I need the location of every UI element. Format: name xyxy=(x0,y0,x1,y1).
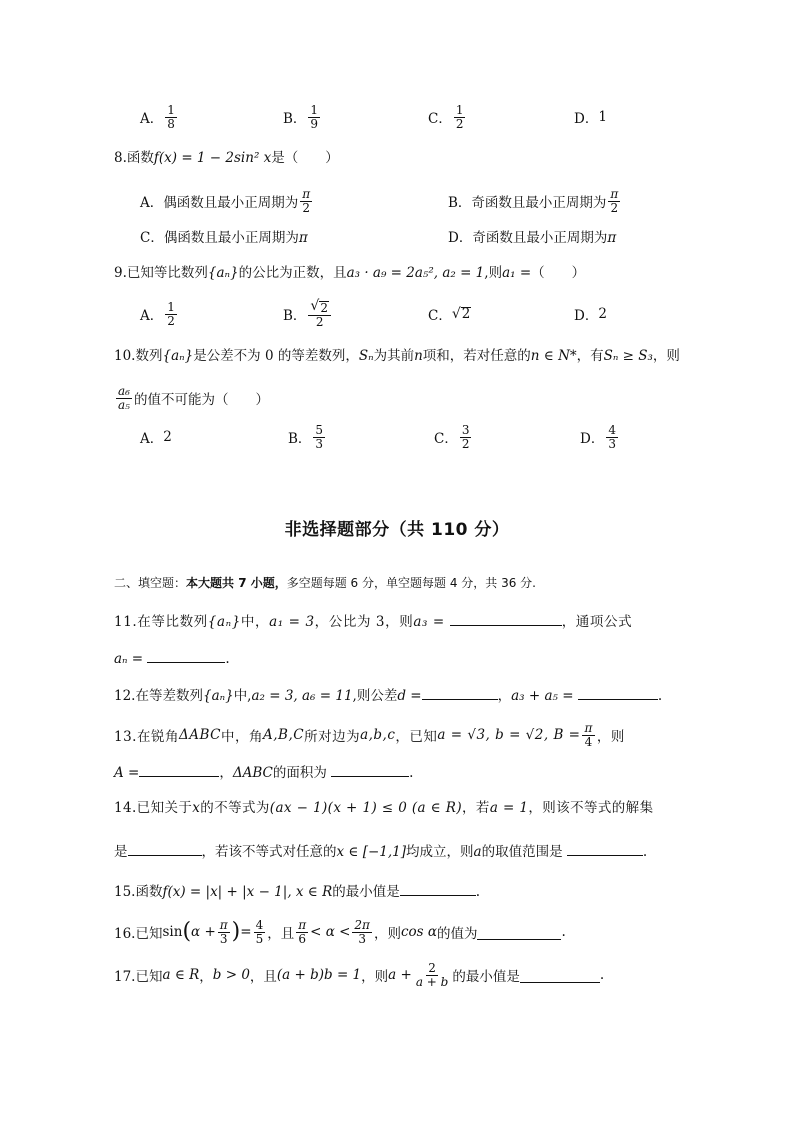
q8-option-a: A． 偶函数且最小正周期为 $\frac{\pi}{2}$ xyxy=(140,186,311,215)
answer-blank[interactable] xyxy=(128,841,202,856)
q9-option-c: C． √ 2 xyxy=(428,306,471,324)
section-heading: 非选择题部分（共 110 分） xyxy=(284,520,510,540)
q17-line: 17.已知 a ∈ R ， b > 0 ，且 (a + b)b = 1 ，则 a + $\frac{2}{a + b}$ 的最小值是 . xyxy=(114,960,605,989)
answer-blank[interactable] xyxy=(578,685,658,700)
fraction: $\frac{\pi}{2}$ xyxy=(302,186,311,215)
answer-blank[interactable] xyxy=(331,762,409,777)
fraction: $\frac{1}{2}$ xyxy=(167,299,175,328)
fraction: √ 2 2 xyxy=(308,300,331,329)
fraction: $\frac{3}{2}$ xyxy=(461,422,470,451)
q10-option-b: B． $\frac{5}{3}$ xyxy=(288,422,324,451)
answer-blank[interactable] xyxy=(477,925,561,940)
answer-blank[interactable] xyxy=(450,611,562,626)
q9-option-a: A． $\frac{1}{2}$ xyxy=(140,299,175,328)
q10-option-c: C． $\frac{3}{2}$ xyxy=(434,422,470,451)
q7-option-b: B． $\frac{1}{9}$ xyxy=(283,102,319,131)
answer-blank[interactable] xyxy=(400,881,476,896)
q8-stem: 8.函数f(x) = 1 − 2sin² x是（ ） xyxy=(114,150,339,166)
fraction: $\frac{4}{3}$ xyxy=(608,422,616,451)
sqrt: √ 2 xyxy=(310,297,328,315)
sqrt: √ 2 xyxy=(451,306,471,322)
q14-line2: 是 ，若该不等式对任意的x ∈ [−1,1]均成立，则a的取值范围是 . xyxy=(114,841,647,862)
fraction: $\frac{\pi}{6}$ xyxy=(298,917,307,946)
fraction: $\frac{\pi}{2}$ xyxy=(610,186,619,215)
q7-option-a: A． $\frac{1}{8}$ xyxy=(140,102,175,131)
fraction: $\frac{1}{9}$ xyxy=(310,102,319,131)
q8-option-d: D．奇函数且最小正周期为π xyxy=(448,230,617,246)
fraction: $\frac{4}{5}$ xyxy=(255,917,264,946)
q14-line1: 14.已知关于x的不等式为(ax − 1)(x + 1) ≤ 0 (a ∈ R)，若a = 1，则该不等式的解集 xyxy=(114,800,654,816)
q10-option-d: D． $\frac{4}{3}$ xyxy=(580,422,616,451)
q16-line: 16.已知 sin ( α + $\frac{\pi}{3}$ ) = $\frac{4}{5}$ ，且 $\frac{\pi}{6}$ < α < $\frac{2\pi}{3}$ ，则 cos α 的值为 . xyxy=(114,917,566,946)
fraction: $\frac{\pi}{4}$ xyxy=(584,720,593,749)
q7-option-c: C． $\frac{1}{2}$ xyxy=(428,102,464,131)
answer-blank[interactable] xyxy=(520,968,600,983)
q9-option-b: B． √ 2 2 xyxy=(283,297,333,331)
fraction: $\frac{\text{a₆}}{\text{a₅}}$ xyxy=(118,383,130,412)
q15-line: 15.函数f(x) = |x| + |x − 1|, x ∈ R的最小值是 . xyxy=(114,881,480,902)
q8-option-b: B． 奇函数且最小正周期为 $\frac{\pi}{2}$ xyxy=(448,186,619,215)
fraction: $\frac{1}{8}$ xyxy=(167,102,175,131)
q10-option-a: A． 2 xyxy=(140,429,172,447)
q10-stem-line2: $\frac{\text{a₆}}{\text{a₅}}$ 的值不可能为（ ） xyxy=(118,383,269,412)
section-instructions: 二、填空题：本大题共 7 小题，多空题每题 6 分，单空题每题 4 分，共 36 分. xyxy=(114,576,536,590)
q12-line: 12.在等差数列{aₙ}中,a₂ = 3, a₆ = 11,则公差d = ，a₃ + a₅ = . xyxy=(114,685,662,706)
answer-blank[interactable] xyxy=(139,762,219,777)
q9-option-d: D． 2 xyxy=(574,306,607,324)
answer-blank[interactable] xyxy=(422,685,498,700)
answer-blank[interactable] xyxy=(147,648,225,663)
q8-option-c: C．偶函数且最小正周期为π xyxy=(140,230,308,246)
fraction: $\frac{5}{3}$ xyxy=(315,422,324,451)
fraction: $\frac{1}{2}$ xyxy=(455,102,464,131)
q11-line2: aₙ = . xyxy=(114,648,230,669)
q13-line1: 13.在锐角 ΔABC 中，角 A,B,C 所对边为 a,b,c ，已知 a = √3, b = √2, B = $\frac{\pi}{4}$ ，则 xyxy=(114,720,625,749)
q13-line2: A = ，ΔABC的面积为 . xyxy=(114,762,413,783)
q7-option-d: D． 1 xyxy=(574,109,607,127)
q11-line1: 11.在等比数列{aₙ}中，a₁ = 3，公比为 3，则a₃ = ，通项公式 xyxy=(114,611,632,632)
fraction: $\frac{\pi}{3}$ xyxy=(219,917,228,946)
q9-stem: 9.已知等比数列{aₙ}的公比为正数，且a₃ · a₉ = 2a₅², a₂ = 1,则a₁ =（ ） xyxy=(114,265,586,281)
q10-stem-line1: 10.数列{aₙ}是公差不为 0 的等差数列，Sₙ为其前n项和，若对任意的n ∈ N*，有Sₙ ≥ S₃，则 xyxy=(114,348,680,364)
fraction: $\frac{2}{a + b}$ xyxy=(415,960,449,989)
answer-blank[interactable] xyxy=(567,841,643,856)
fraction: $\frac{2\pi}{3}$ xyxy=(354,917,370,946)
